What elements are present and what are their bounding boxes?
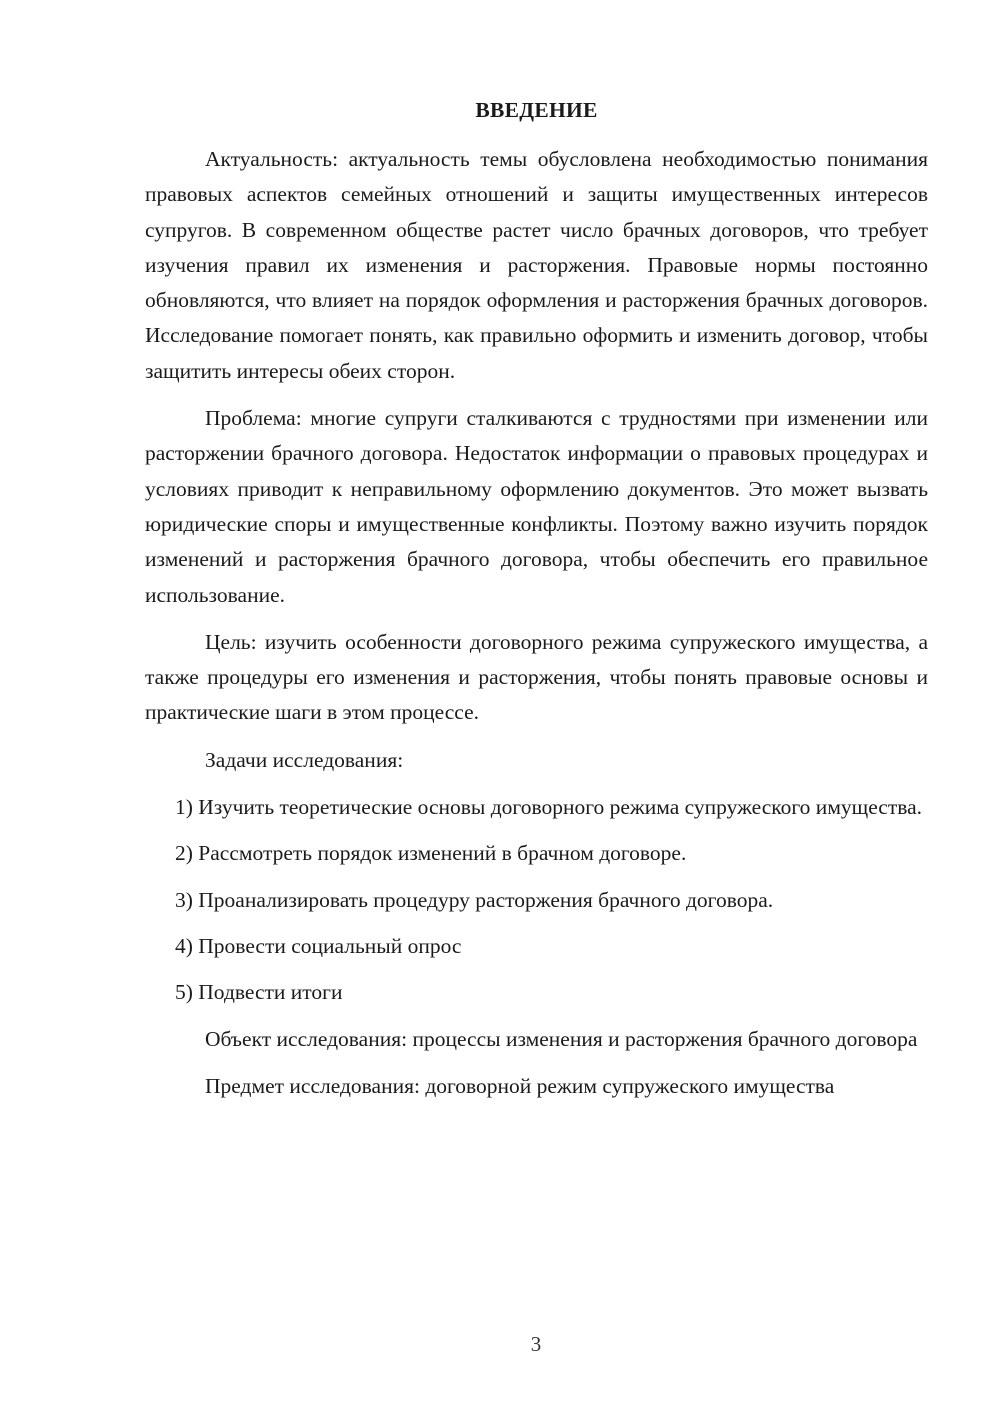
section-title: ВВЕДЕНИЕ [475,98,598,122]
task-item-4: 4) Провести социальный опрос [175,933,462,958]
tasks-heading: Задачи исследования: [205,747,404,772]
page-number: 3 [530,1332,542,1356]
paragraph-subject: Предмет исследования: договорной режим супружеского имущества [205,1073,835,1098]
task-item-2: 2) Рассмотреть порядок изменений в брачном договоре. [175,841,687,866]
task-item-1: 1) Изучить теоретические основы договорного режима супружеского имущества. [175,795,923,820]
paragraph-goal: Цель: изучить особенности договорного режима супружеского имущества, а также процедуры его изменения и расторжения, чтобы понять правовые основы и практические шаги в этом процессе. [145,629,928,725]
paragraph-relevance: Актуальность: актуальность темы обусловлена необходимостью понимания правовых аспектов семейных отношений и защиты имущественных интересов супругов. В современном обществе растет число брачных договоров, что требует изучения правил их изменения и расторжения. Правовые нормы постоянно обновляются, что влияет на порядок оформления и расторжения брачных договоров. Исследование помогает понять, как правильно оформить и изменить договор, чтобы защитить интересы обеих сторон. [145,147,928,383]
paragraph-problem: Проблема: многие супруги сталкиваются с трудностями при изменении или расторжении брачного договора. Недостаток информации о правовых процедурах и условиях приводит к неправильному оформлению документов. Это может вызвать юридические споры и имущественные конфликты. Поэтому важно изучить порядок изменений и расторжения брачного договора, чтобы обеспечить его правильное использование. [145,406,928,607]
task-item-3: 3) Проанализировать процедуру расторжения брачного договора. [175,887,774,912]
task-item-5: 5) Подвести итоги [175,980,343,1005]
paragraph-object: Объект исследования: процессы изменения и расторжения брачного договора [205,1026,918,1051]
page-body [145,92,928,1116]
